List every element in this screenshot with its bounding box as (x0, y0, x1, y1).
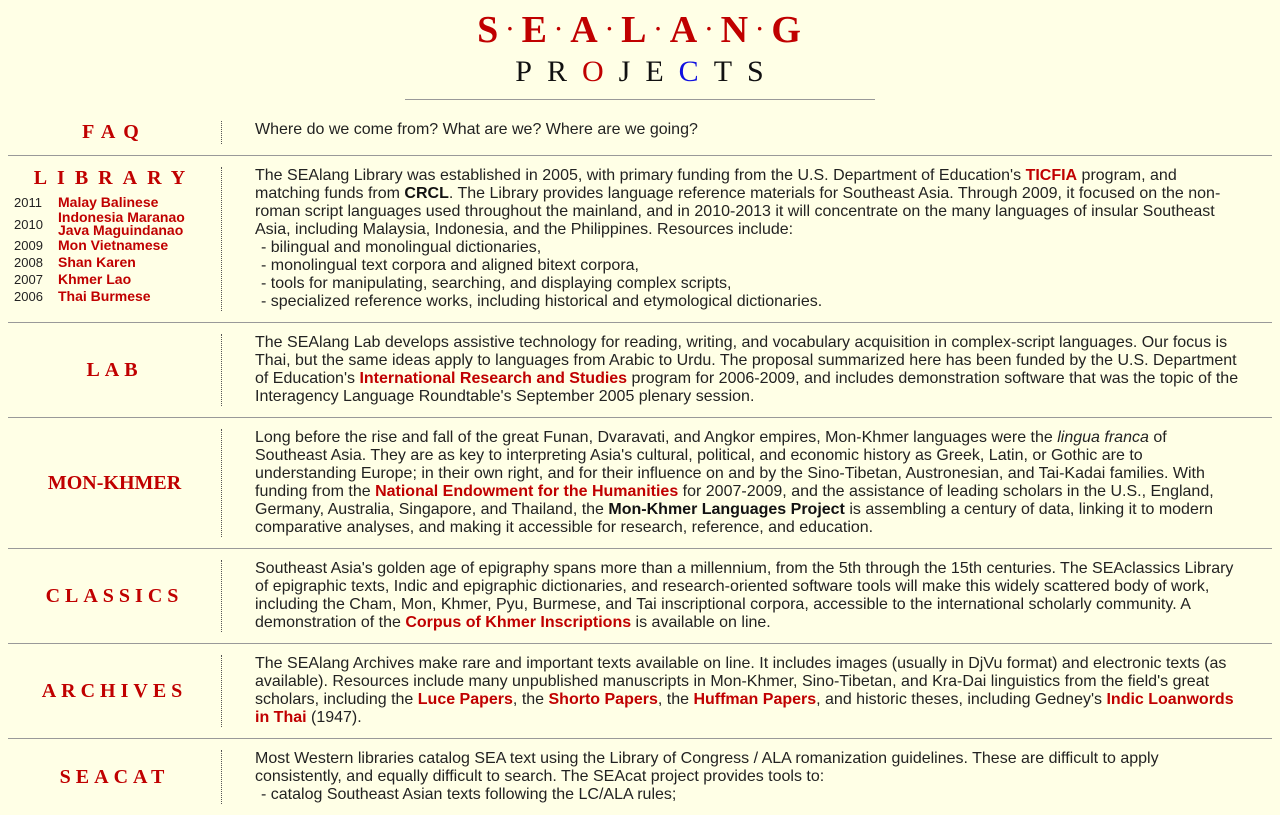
library-year: 2008 (14, 255, 43, 271)
section-faq (8, 110, 1272, 155)
title-dot: · (705, 16, 715, 42)
title-letter: N (720, 9, 751, 51)
section-archives (8, 643, 1272, 738)
classics-link[interactable]: CLASSICS (45, 584, 184, 607)
subtitle-letter: J (618, 55, 646, 89)
body-text: , and historic theses, including Gedney's (816, 691, 1107, 709)
subtitle-letter: P (515, 55, 547, 89)
page-header (0, 0, 1280, 100)
section-label-cell (8, 750, 222, 804)
body-text: , the (657, 691, 694, 709)
site-subtitle (0, 55, 1280, 89)
section-label-cell (8, 655, 222, 727)
faq-text: Where do we come from? What are we? Where are we going? (255, 121, 698, 139)
title-letter: A (669, 9, 700, 51)
subtitle-letter: C (678, 55, 714, 89)
list-item: - bilingual and monolingual dictionaries, (261, 239, 542, 257)
list-item: - tools for manipulating, searching, and displaying complex scripts, (261, 275, 732, 293)
body-text: The SEAlang Archives make rare and important texts available on line. It includes images (usually in DjVu format) and electronic texts (as available). Resources include many unpublished manuscripts in Mon-Khmer, Sino-Tibetan, and Kra-Dai linguistics from the field's great scholars, including the (255, 655, 1227, 709)
title-dot: · (654, 16, 664, 42)
title-letter: E (521, 9, 549, 51)
indic-loanwords-link[interactable]: Indic Loanwords in Thai (255, 691, 1234, 727)
header-divider (405, 99, 875, 100)
subtitle-letter: T (713, 55, 748, 89)
body-text: . The Library provides language reference materials for Southeast Asia. Through 2009, it focused on the non-roman script languages used throughout the mainland, and in 2010-2013 it will concentrate on the many languages of insular Southeast Asia, including Malaysia, Indonesia, and the Philippines. Resources include: (255, 185, 1221, 239)
section-label-cell (8, 167, 222, 311)
library-year-row (8, 254, 221, 271)
title-letter: A (570, 9, 600, 51)
body-text: (1947). (306, 709, 362, 727)
archives-link[interactable]: ARCHIVES (41, 679, 188, 702)
subtitle-letter: R (546, 55, 582, 89)
section-label-cell (8, 429, 222, 537)
library-languages-link[interactable]: Java Maguindanao (58, 222, 184, 239)
subtitle-letter: O (581, 55, 619, 89)
library-languages-link[interactable]: Shan Karen (58, 254, 136, 271)
library-year-row (8, 288, 221, 305)
title-dot: · (756, 16, 766, 42)
seacat-link[interactable]: SEACAT (59, 765, 170, 788)
huffman-papers-link[interactable]: Huffman Papers (693, 691, 817, 709)
body-text: Most Western libraries catalog SEA text using the Library of Congress / ALA romanization guidelines. These are difficult to apply consistently, and equally difficult to search. The SEAcat project provides tools to: (255, 750, 1159, 786)
title-letter: S (477, 9, 501, 51)
body-text: is assembling a century of data, linking it to modern comparative analyses, and making it accessible for research, reference, and education. (255, 501, 1214, 537)
section-label-cell (8, 560, 222, 632)
body-text: of Southeast Asia. They are as key to interpreting Asia's cultural, political, and economic history as Greek, Latin, or Gothic are to understanding Europe; in their own right, and for their influence on and by the Sino-Tibetan, Austronesian, and Tai-Kadai families. With funding from the (255, 429, 1205, 501)
archives-description (222, 655, 1272, 727)
title-letter: G (771, 9, 803, 51)
neh-link[interactable]: National Endowment for the Humanities (375, 483, 679, 501)
section-label-cell (8, 334, 222, 406)
library-languages-link[interactable]: Mon Vietnamese (58, 237, 169, 254)
section-library (8, 155, 1272, 322)
library-languages-link[interactable]: Khmer Lao (58, 271, 132, 288)
library-year-row (8, 237, 221, 254)
lab-link[interactable]: LAB (86, 358, 143, 381)
international-research-link[interactable]: International Research and Studies (359, 370, 628, 388)
body-text: The SEAlang Lab develops assistive technology for reading, writing, and vocabulary acquisition in complex-script languages. Our focus is Thai, but the same ideas apply to languages from Arabic to Urdu. The proposal summarized here has been funded by the U.S. Department of Education's (255, 334, 1237, 388)
title-letter: L (621, 9, 649, 51)
lab-description (222, 334, 1272, 406)
section-classics (8, 548, 1272, 643)
body-text: , the (512, 691, 549, 709)
title-dot: · (605, 16, 616, 42)
library-languages-link[interactable]: Malay Balinese (58, 194, 159, 211)
body-text: Southeast Asia's golden age of epigraphy spans more than a millennium, from the 5th through the 15th centuries. The SEAclassics Library of epigraphic texts, Indic and epigraphic dictionaries, and research-oriented software tools will make this widely scattered body of work, including the Cham, Mon, Khmer, Pyu, Burmese, and Tai inscriptional corpora, accessible to the international scholarly community. A demonstration of the (255, 560, 1234, 632)
subtitle-letter: E (645, 55, 679, 89)
list-item: - specialized reference works, including historical and etymological dictionaries. (261, 293, 823, 311)
list-item: - monolingual text corpora and aligned bitext corpora, (261, 257, 639, 275)
body-text: for 2007-2009, and the assistance of leading scholars in the U.S., England, Germany, Australia, Singapore, and Thailand, the (255, 483, 1214, 519)
library-year: 2011 (14, 195, 42, 211)
library-link[interactable]: LIBRARY (33, 167, 196, 190)
site-title (0, 8, 1280, 55)
list-item: - catalog Southeast Asian texts following the LC/ALA rules; (261, 786, 677, 804)
body-text: program, and matching funds from (255, 167, 1177, 203)
mon-khmer-link[interactable]: MON-KHMER (47, 471, 182, 494)
khmer-inscriptions-link[interactable]: Corpus of Khmer Inscriptions (405, 614, 632, 632)
subtitle-letter: S (747, 55, 779, 89)
library-year: 2007 (14, 272, 43, 288)
project-name: Mon-Khmer Languages Project (608, 501, 845, 519)
crcl-text: CRCL (404, 185, 449, 203)
library-year: 2006 (14, 289, 43, 305)
library-languages-link[interactable]: Indonesia Maranao (58, 209, 185, 226)
library-languages-link[interactable]: Thai Burmese (58, 288, 151, 305)
ticfia-link[interactable]: TICFIA (1025, 167, 1078, 185)
classics-description (222, 560, 1272, 632)
luce-papers-link[interactable]: Luce Papers (417, 691, 513, 709)
body-text: is available on line. (631, 614, 771, 632)
library-description (222, 167, 1272, 311)
title-dot: · (506, 16, 516, 42)
library-year-row (8, 271, 221, 288)
italic-text: lingua franca (1057, 429, 1149, 447)
body-text: program for 2006-2009, and includes demonstration software that was the topic of the Interagency Language Roundtable's September 2005 plenary session. (255, 370, 1239, 406)
library-year-row (8, 211, 221, 237)
faq-link[interactable]: FAQ (82, 121, 147, 144)
section-label-cell (8, 121, 222, 144)
body-text: The SEAlang Library was established in 2005, with primary funding from the U.S. Department of Education's (255, 167, 1026, 185)
body-text: Long before the rise and fall of the great Funan, Dvaravati, and Angkor empires, Mon-Khmer languages were the (255, 429, 1058, 447)
section-seacat (8, 738, 1272, 815)
section-lab (8, 322, 1272, 417)
title-dot: · (554, 16, 565, 42)
library-year: 2009 (14, 238, 43, 254)
mon-khmer-description (222, 429, 1272, 537)
seacat-description (222, 750, 1272, 804)
library-year: 2010 (14, 216, 43, 232)
shorto-papers-link[interactable]: Shorto Papers (548, 691, 658, 709)
section-mon-khmer (8, 417, 1272, 548)
